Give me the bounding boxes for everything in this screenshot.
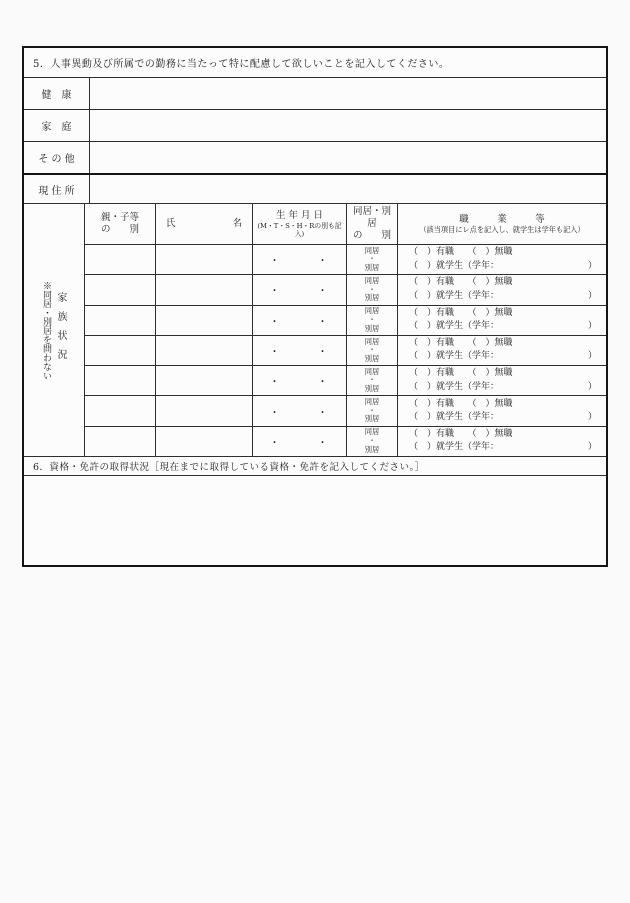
name-cell[interactable] bbox=[156, 427, 253, 456]
birthdate-cell[interactable]: ・ ・ bbox=[253, 336, 347, 365]
student-grade-line: （ ）就学生（学年： ） bbox=[409, 442, 597, 453]
cohabit-dot: ・ bbox=[368, 405, 376, 415]
family-status-table bbox=[24, 204, 606, 457]
header-birthdate: 生 年 月 日 (M・T・S・H・Rの別も記入) bbox=[253, 204, 347, 244]
health-input-area[interactable] bbox=[90, 78, 606, 109]
name-cell[interactable] bbox=[156, 245, 253, 274]
name-cell[interactable] bbox=[156, 366, 253, 395]
current-address-input-area[interactable] bbox=[90, 175, 606, 203]
cohabit-dot: ・ bbox=[368, 436, 376, 446]
cohabit-option: 同居 bbox=[364, 336, 380, 346]
cohabit-option: 同居 bbox=[364, 427, 380, 437]
student-grade-line: （ ）就学生（学年： ） bbox=[409, 412, 597, 423]
cohabit-dot: ・ bbox=[368, 314, 376, 324]
family-consideration-row bbox=[24, 110, 606, 142]
current-address-row bbox=[24, 175, 606, 204]
family-table-row bbox=[85, 335, 606, 365]
cohabitation-choice-cell[interactable] bbox=[347, 366, 398, 395]
separate-option: 別居 bbox=[364, 384, 380, 394]
birthdate-cell[interactable]: ・ ・ bbox=[253, 275, 347, 304]
header-occupation: 職 業 等 （該当項目にレ点を記入し、就学生は学年も記入） bbox=[419, 213, 585, 235]
occupation-options-line: （ ）有職 （ ）無職 bbox=[409, 307, 513, 318]
occupation-cell[interactable] bbox=[398, 366, 606, 395]
family-table-row bbox=[85, 395, 606, 425]
occupation-options-line: （ ）有職 （ ）無職 bbox=[409, 247, 513, 258]
cohabit-option: 同居 bbox=[364, 245, 380, 255]
occupation-cell[interactable] bbox=[398, 306, 606, 335]
occupation-options-line: （ ）有職 （ ）無職 bbox=[409, 398, 513, 409]
birthdate-cell[interactable]: ・ ・ bbox=[253, 427, 347, 456]
family-table-row bbox=[85, 245, 606, 274]
relation-cell[interactable] bbox=[85, 306, 156, 335]
cohabitation-choice-cell[interactable] bbox=[347, 396, 398, 425]
cohabitation-choice-cell[interactable] bbox=[347, 336, 398, 365]
occupation-options-line: （ ）有職 （ ）無職 bbox=[409, 277, 513, 288]
family-table-row bbox=[85, 365, 606, 395]
section6-title: 6．資格・免許の取得状況［現在までに取得している資格・免許を記入してください。］ bbox=[24, 457, 606, 476]
section5-title: 5．人事異動及び所属での勤務に当たって特に配慮して欲しいことを記入してください。 bbox=[24, 48, 606, 78]
health-label: 健 康 bbox=[24, 78, 90, 109]
family-status-side-label bbox=[24, 204, 85, 456]
occupation-options-line: （ ）有職 （ ）無職 bbox=[409, 368, 513, 379]
current-address-label: 現 住 所 bbox=[24, 175, 90, 203]
cohabit-dot: ・ bbox=[368, 375, 376, 385]
family-table-row bbox=[85, 305, 606, 335]
relation-cell[interactable] bbox=[85, 275, 156, 304]
header-name: 氏 名 bbox=[156, 204, 253, 244]
family-label: 家 庭 bbox=[24, 110, 90, 141]
student-grade-line: （ ）就学生（学年： ） bbox=[409, 381, 597, 392]
health-row bbox=[24, 78, 606, 110]
cohabitation-choice-cell[interactable] bbox=[347, 275, 398, 304]
relation-cell[interactable] bbox=[85, 396, 156, 425]
family-table-row bbox=[85, 426, 606, 456]
header-relation: 親・子等 の 別 bbox=[85, 204, 156, 244]
birthdate-cell[interactable]: ・ ・ bbox=[253, 366, 347, 395]
cohabit-option: 同居 bbox=[364, 276, 380, 285]
family-status-label-note: ※同居・別居を問わない bbox=[41, 280, 51, 380]
cohabit-option: 同居 bbox=[364, 366, 380, 376]
family-status-label-main: 家族状況 bbox=[55, 292, 66, 368]
student-grade-line: （ ）就学生（学年： ） bbox=[409, 290, 597, 301]
cohabit-dot: ・ bbox=[368, 345, 376, 355]
separate-option: 別居 bbox=[364, 353, 380, 363]
name-cell[interactable] bbox=[156, 275, 253, 304]
name-cell[interactable] bbox=[156, 306, 253, 335]
student-grade-line: （ ）就学生（学年： ） bbox=[409, 351, 597, 362]
occupation-cell[interactable] bbox=[398, 275, 606, 304]
other-input-area[interactable] bbox=[90, 142, 606, 173]
other-row bbox=[24, 142, 606, 175]
separate-option: 別居 bbox=[364, 293, 380, 303]
other-label: そ の 他 bbox=[24, 142, 90, 173]
relation-cell[interactable] bbox=[85, 427, 156, 456]
family-table-row bbox=[85, 274, 606, 304]
relation-cell[interactable] bbox=[85, 245, 156, 274]
birthdate-cell[interactable]: ・ ・ bbox=[253, 396, 347, 425]
cohabitation-choice-cell[interactable] bbox=[347, 306, 398, 335]
family-table-grid bbox=[85, 204, 606, 456]
separate-option: 別居 bbox=[364, 444, 380, 454]
occupation-cell[interactable] bbox=[398, 427, 606, 456]
occupation-cell[interactable] bbox=[398, 336, 606, 365]
family-rows bbox=[85, 245, 606, 456]
name-cell[interactable] bbox=[156, 336, 253, 365]
occupation-cell[interactable] bbox=[398, 245, 606, 274]
family-table-header bbox=[85, 204, 606, 245]
student-grade-line: （ ）就学生（学年： ） bbox=[409, 260, 597, 271]
student-grade-line: （ ）就学生（学年： ） bbox=[409, 321, 597, 332]
occupation-options-line: （ ）有職 （ ）無職 bbox=[409, 337, 513, 348]
family-input-area[interactable] bbox=[90, 110, 606, 141]
occupation-cell[interactable] bbox=[398, 396, 606, 425]
relation-cell[interactable] bbox=[85, 366, 156, 395]
separate-option: 別居 bbox=[364, 262, 380, 272]
name-cell[interactable] bbox=[156, 396, 253, 425]
header-cohabitation: 同居・別居 の 別 bbox=[347, 204, 398, 244]
birthdate-cell[interactable]: ・ ・ bbox=[253, 245, 347, 274]
separate-option: 別居 bbox=[364, 414, 380, 424]
qualifications-input-area[interactable] bbox=[24, 476, 606, 565]
cohabitation-choice-cell[interactable] bbox=[347, 427, 398, 456]
cohabit-option: 同居 bbox=[364, 306, 380, 316]
cohabitation-choice-cell[interactable] bbox=[347, 245, 398, 274]
birthdate-cell[interactable]: ・ ・ bbox=[253, 306, 347, 335]
personnel-form bbox=[22, 46, 608, 567]
cohabit-option: 同居 bbox=[364, 397, 380, 407]
occupation-options-line: （ ）有職 （ ）無職 bbox=[409, 428, 513, 439]
relation-cell[interactable] bbox=[85, 336, 156, 365]
separate-option: 別居 bbox=[364, 323, 380, 333]
cohabit-dot: ・ bbox=[368, 254, 376, 264]
cohabit-dot: ・ bbox=[368, 284, 376, 294]
